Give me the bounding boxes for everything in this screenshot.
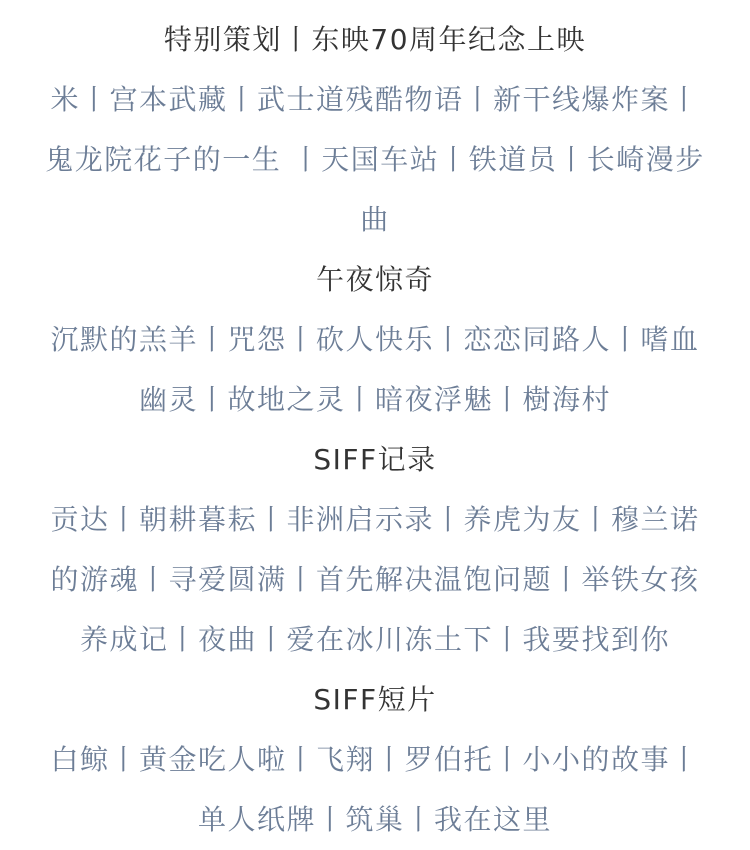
- film-list-line: 单人纸牌丨筑巢丨我在这里: [197, 803, 552, 836]
- section-heading-midnight: 午夜惊奇: [315, 263, 434, 296]
- section-heading-siff-shorts: SIFF短片: [313, 683, 437, 716]
- film-list-line: 沉默的羔羊丨咒怨丨砍人快乐丨恋恋同路人丨嗜血: [50, 323, 700, 356]
- film-list-line: 养成记丨夜曲丨爱在冰川冻土下丨我要找到你: [79, 623, 670, 656]
- section-heading-siff-documentary: SIFF记录: [313, 443, 437, 476]
- film-list-line: 米丨宫本武藏丨武士道残酷物语丨新干线爆炸案丨: [50, 83, 700, 116]
- film-list-line: 曲: [360, 203, 390, 236]
- film-list-line: 的游魂丨寻爱圆满丨首先解决温饱问题丨举铁女孩: [50, 563, 700, 596]
- film-list-line: 幽灵丨故地之灵丨暗夜浮魅丨樹海村: [138, 383, 611, 416]
- film-list-line: 白鲸丨黄金吃人啦丨飞翔丨罗伯托丨小小的故事丨: [50, 743, 700, 776]
- film-list-line: 鬼龙院花子的一生 丨天国车站丨铁道员丨长崎漫步: [45, 143, 705, 176]
- film-list-line: 贡达丨朝耕暮耘丨非洲启示录丨养虎为友丨穆兰诺: [50, 503, 700, 536]
- section-heading-toei: 特别策划丨东映70周年纪念上映: [163, 23, 587, 56]
